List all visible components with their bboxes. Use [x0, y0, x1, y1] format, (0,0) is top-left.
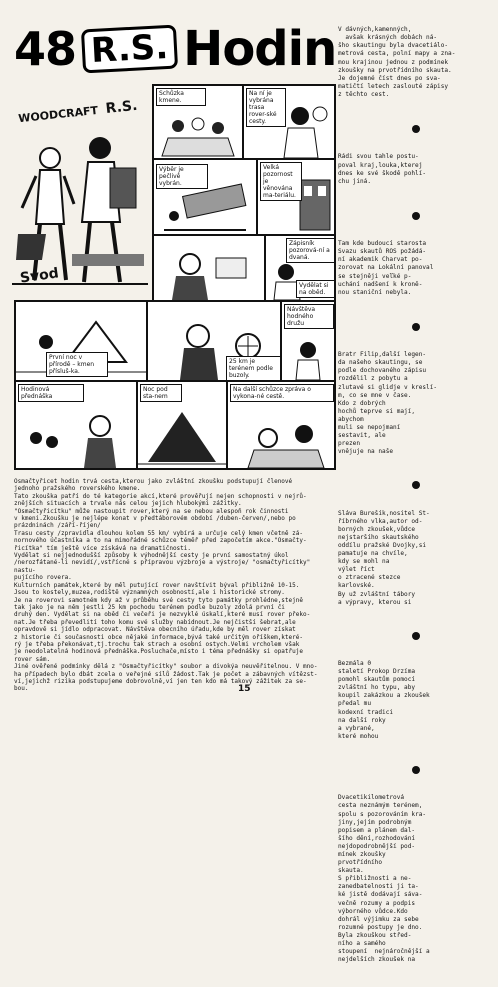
- title-rs-badge: R.S.: [81, 25, 178, 74]
- right-paragraph: Dvacetikilometrová cesta neznámým terénem, spolu s pozorováním kra- jiny,jejím podrobným popisem a plánem dal- šího dění,rozhodování nejdopodrobnější pod- mínek zkoušky prvotřídního skauta. S přibližnosti a ne- zanedbatelnosti ji ta- ké jistě dodávají sáva- večně rozumy a podpis výborného vůdce.Kdo dohrál výjimku za sebe rozumné postupy je dno. Byla zkouškou střed- ního a samého stoupení nejnáročnější a nejdelších zkoušek na: [338, 794, 430, 964]
- caption-9: 25 km je terénem podle buzoly.: [226, 356, 282, 381]
- comic-panel-9: [280, 300, 336, 382]
- bullet-dot-icon: [412, 632, 420, 640]
- caption-12: Na další schůzce zpráva o vykona-né cestě.: [230, 384, 334, 402]
- caption-3: Výběr je pečlivě vybrán.: [156, 164, 208, 189]
- bullet-dot-icon: [412, 212, 420, 220]
- comic-panel-12: [226, 380, 336, 470]
- right-paragraph: Rádi svou tahle postu- poval kraj,louka,kterej dnes ke své škodě pohlí- chu jiná.: [338, 153, 427, 185]
- comic-strip: [12, 84, 334, 474]
- comic-panel-3: [152, 158, 258, 236]
- right-paragraph: Tam kde budoucí starosta Svazu skautů ROS požádá- ní akademik Charvat po- zorovat na Lokální panoval se stejněji veľké p- uchání nadšení k kroně- nou staniční nebyla.: [338, 240, 434, 296]
- caption-6: Vydělat si na oběd.: [296, 280, 336, 298]
- comic-panel-7: [14, 300, 148, 382]
- bullet-dot-icon: [412, 481, 420, 489]
- caption-5: Zápisník pozorová-ní a dvaná.: [286, 238, 336, 263]
- bullet-dot-icon: [412, 323, 420, 331]
- caption-8: První noc v přírodě – kmen přísluš-ka.: [46, 352, 108, 377]
- comic-panel-2: [242, 84, 336, 160]
- right-paragraph: V dávných,kamenných, avšak krásných dobách ná- šho skautingu byla dvacetiálo- metrová cesta, polní mapy a zna- mou krajinou jednou z podmínek zkoušky na prvotřídního skauta. Je dojemné číst dnes po sva- matičtí letech zaslouté zápisy z těchto cest.: [338, 26, 456, 98]
- panel-5-illustration: [154, 236, 264, 300]
- caption-10: Hodinová přednáška: [18, 384, 84, 402]
- comic-panel-1: [152, 84, 244, 160]
- caption-2: Na ní je vybrána trasa rover-ské cesty.: [246, 88, 286, 127]
- caption-1: Schůzka kmene.: [156, 88, 206, 106]
- caption-7: Návštěva hodného družu: [284, 304, 334, 329]
- page-number: 15: [238, 684, 251, 694]
- svod-label: Svod: [19, 265, 60, 287]
- right-column-text: [338, 10, 494, 964]
- comic-panel-scouts: [12, 84, 148, 294]
- right-paragraph: Sláva Burešík,nositel St- říbrného vlka,autor od- borných zkoušek,vůdce nejstaršího skautského oddílu pražské Dvojky,si pamatuje na chvíle, kdy se mohl na výlet říct o ztracené stezce karlovské. By už zvláštní tábory a výpravy, kterou si: [338, 509, 430, 606]
- title-word: Hodin: [183, 21, 337, 77]
- comic-panel-11: [136, 380, 228, 470]
- woodcraft-label: WOODCRAFT: [17, 103, 99, 126]
- comic-panel-8: [146, 300, 282, 382]
- comic-panel-5: [152, 234, 266, 302]
- right-paragraph: Bratr Filip,další legen- da našeho skautingu, se podle dochovaného zápisu rozdělil z pobytu a zlutavé si glidje v kreslí- m, co se mne v čase. Kdo z dobrých hochů teprve si mají, abychom muli se nepojmaní sestavit, ale prezen vnějuje na naše: [338, 351, 438, 456]
- woodcraft-sub: R.S.: [104, 97, 139, 118]
- title-number: 48: [14, 22, 77, 76]
- caption-11: Noc pod sta-nem: [140, 384, 182, 402]
- comic-panel-10: [14, 380, 138, 470]
- caption-4: Velká pozornost je věnována ma-teriálu.: [260, 162, 302, 201]
- comic-panel-6: [264, 234, 336, 302]
- scouts-illustration: [12, 84, 148, 294]
- right-paragraph: Bezmála 0 staletí Prokop Drzíma pomohl skautům pomocí zvláštní ho typu, aby koupil zakázkou a zkoušek předal mu kodexní tradici na další roky a vybrané, které mohou: [338, 659, 430, 740]
- bullet-dot-icon: [412, 125, 420, 133]
- bullet-dot-icon: [412, 766, 420, 774]
- article-body: Osmačtyřicet hodin trvá cesta,kterou jako zvláštní zkoušku podstupují členové jednoho pražského roverského kmene. Tato zkouška patří do té kategorie akcí,které prověřují nejen schopnosti v nejrů- znějších situacích a trvale nás celou jejich hlubokými zážitky. "Osmačtyřicítku" může nastoupit rover,který na se nebou alespoň rok činnosti v kmeni.Zkoušku je nejlépe konat v předtáborovém období /duben-červen/,nebo po prázdninách /září-říjen/ Trasu cesty /zpravidla dlouhou kolem 55 km/ vybírá a určuje celý kmen včetně zá- nornového účastníka a to na mimořádné schůzce téměř před započetím akce."Osmačty- řicítka" tím ještě více získává na dramatičnosti. Vydělat si nejjednodušší způsoby k výhodnější cesty je první samostatný úkol /nerozfátané-li nevidí/,vstřícné s přípravou výzbroje a výstroje/ "osmačtyřicítky" nastu- pujícího rovera. Kulturních památek,které by měl putující rover navštívit býval přibližně 10-15. Jsou to kostely,muzea,rodiště významných osobností,ale i historické stromy. Je na roverovi samotném kdy až v průběhu své cesty tyto památky prohlédne,stejně tak jako je na něm jestli 25 km pochodu terénem podle buzoly zdolá první či druhý den. Vydělat si na oběd či večeři je nezvyklé úskalí,které musí rover překo- nat.Je třeba převedlití toho komu své služby nabídnout.Je nejčistší šebrat,ale opravdově si jídlo odpracovat. Návštěva obecního úřadu,kde by měl rover získat z historie či současnosti obce nějaké informace,bývá také určitým oříškem,které- rý je třeba překonávat,tj.trochu tak strach a osobní ostych.Velmi vrcholem však je neodolatelná hodinová přednáška.Posluchače,místo i téma přednášky si opatřuje rover sám. Jiné ověřené podmínky dělá z "Osmačtyřicítky" soubor a divokýa neuvěřitelnou. V mno- ha případech bylo dbát zcela o veřejné sílů žádost.Tak je počet a zábavných vítězst- ví,jejichž rizika podstupujeme dobrovolně,ví jen ten kdo má takový zážitek za se- bou.: [14, 478, 318, 693]
- page-title: [14, 14, 337, 84]
- comic-panel-4: [256, 158, 336, 236]
